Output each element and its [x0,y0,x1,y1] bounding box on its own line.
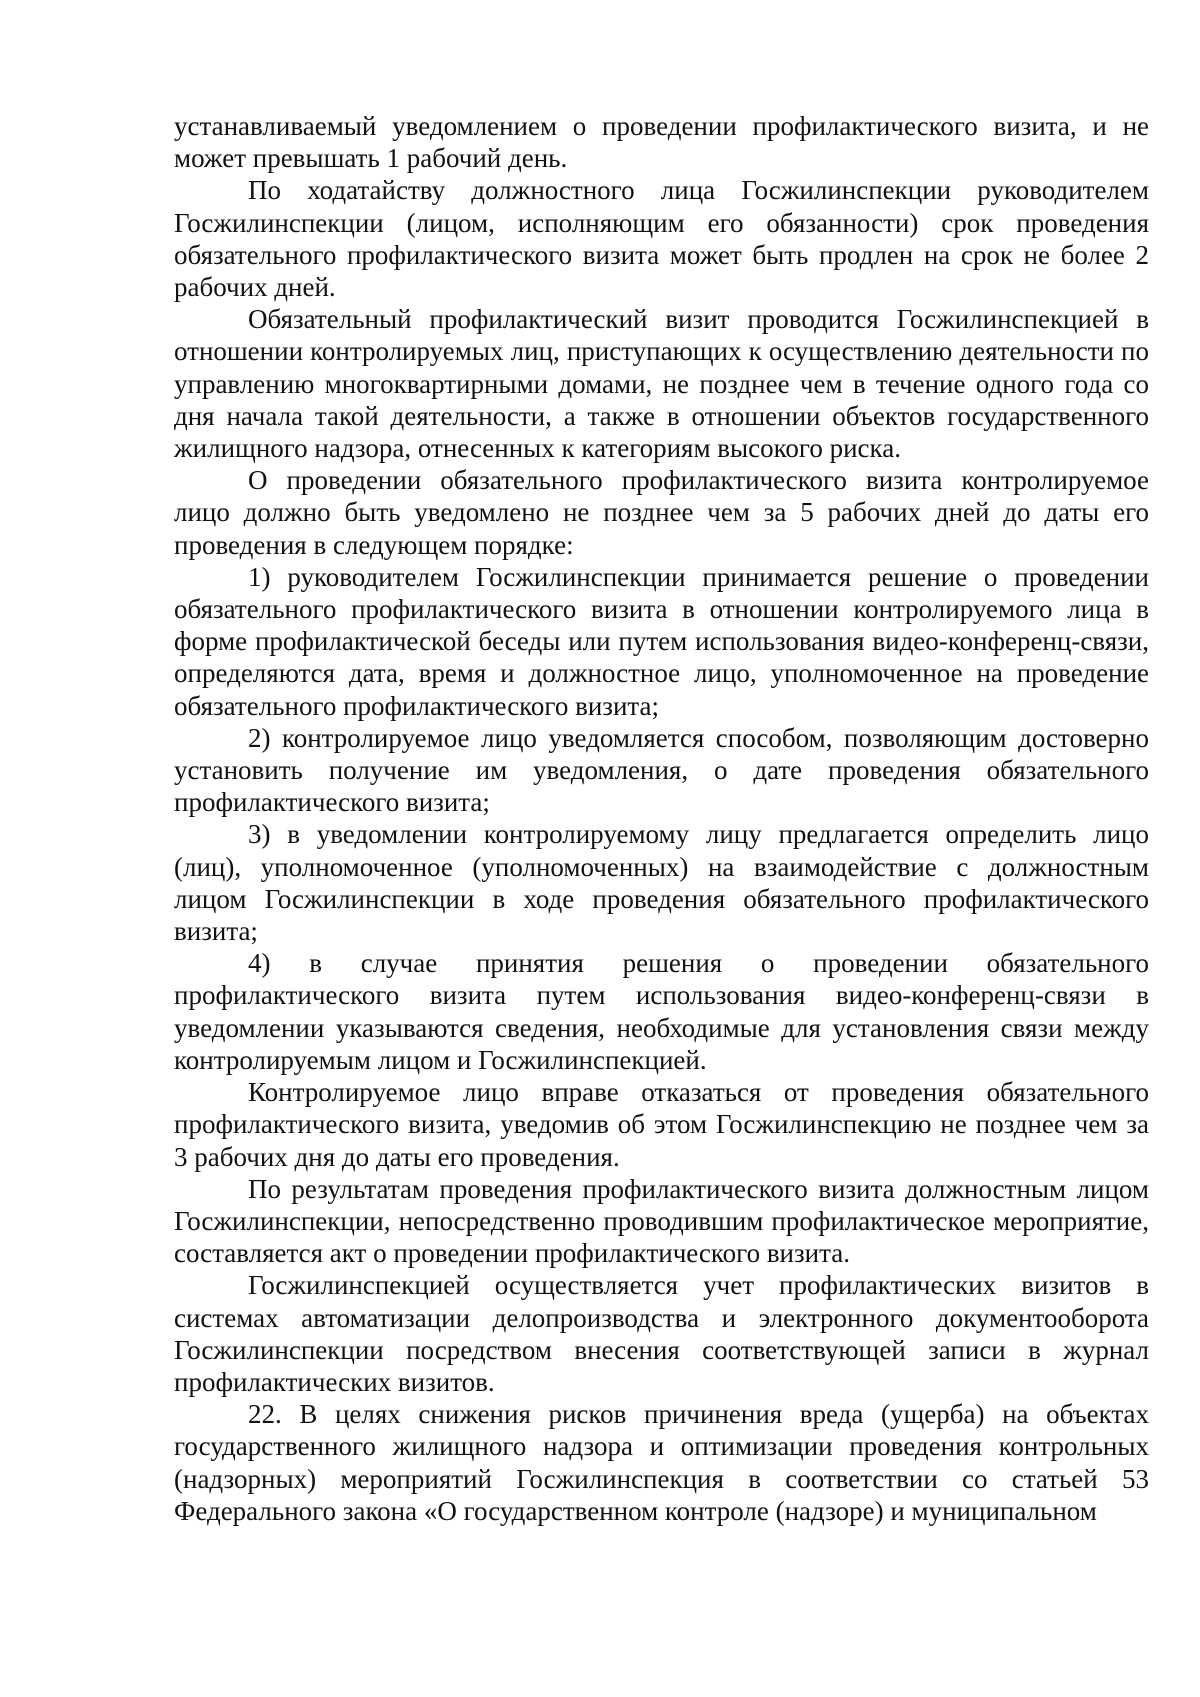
list-item-1: 1) руководителем Госжилинспекции принимается решение о проведении обязательного профилактического визита в отношении контролируемого лица в форме профилактической беседы или путем использования видео-конференц-связи, определяются дата, время и должностное лицо, уполномоченное на проведение обязательного профилактического визита; [174,561,1149,721]
list-item-3: 3) в уведомлении контролируемому лицу предлагается определить лицо (лиц), уполномоченное (уполномоченных) на взаимодействие с должностным лицом Госжилинспекции в ходе проведения обязательного профилактического визита; [174,819,1149,947]
list-item-4: 4) в случае принятия решения о проведении обязательного профилактического визита путем использования видео-конференц-связи в уведомлении указываются сведения, необходимые для установления связи между контролируемым лицом и Госжилинспекцией. [174,948,1149,1075]
paragraph-mandatory-visit: Обязательный профилактический визит проводится Госжилинспекцией в отношении контролируемых лиц, приступающих к осуществлению деятельности по управлению многоквартирными домами, не позднее чем в течение одного года со дня начала такой деятельности, а также в отношении объектов государственного жилищного надзора, отнесенных к категориям высокого риска. [174,304,1149,464]
list-item-2: 2) контролируемое лицо уведомляется способом, позволяющим достоверно установить получение им уведомления, о дате проведения обязательного профилактического визита; [174,722,1149,818]
paragraph-continuation: устанавливаемый уведомлением о проведении профилактического визита, и не может превышать 1 рабочий день. [174,111,1149,174]
paragraph-notification-order: О проведении обязательного профилактического визита контролируемое лицо должно быть уведомлено не позднее чем за 5 рабочих дней до даты его проведения в следующем порядке: [174,465,1149,560]
paragraph-visit-act: По результатам проведения профилактического визита должностным лицом Госжилинспекции, непосредственно проводившим профилактическое мероприятие, составляется акт о проведении профилактического визита. [174,1173,1149,1269]
paragraph-extension-petition: По ходатайству должностного лица Госжилинспекции руководителем Госжилинспекции (лицом, исполняющим его обязанности) срок проведения обязательного профилактического визита может быть продлен на срок не более 2 рабочих дней. [174,175,1149,303]
document-page [174,110,1149,1527]
paragraph-refusal: Контролируемое лицо вправе отказаться от проведения обязательного профилактического визита, уведомив об этом Госжилинспекцию не позднее чем за 3 рабочих дня до даты его проведения. [174,1077,1149,1172]
paragraph-visit-registry: Госжилинспекцией осуществляется учет профилактических визитов в системах автоматизации делопроизводства и электронного документооборота Госжилинспекции посредством внесения соответствующей записи в журнал профилактических визитов. [174,1270,1149,1397]
paragraph-section-22: 22. В целях снижения рисков причинения вреда (ущерба) на объектах государственного жилищного надзора и оптимизации проведения контрольных (надзорных) мероприятий Госжилинспекция в соответствии со статьей 53 Федерального закона «О государственном контроле (надзоре) и муниципальном [174,1399,1149,1526]
